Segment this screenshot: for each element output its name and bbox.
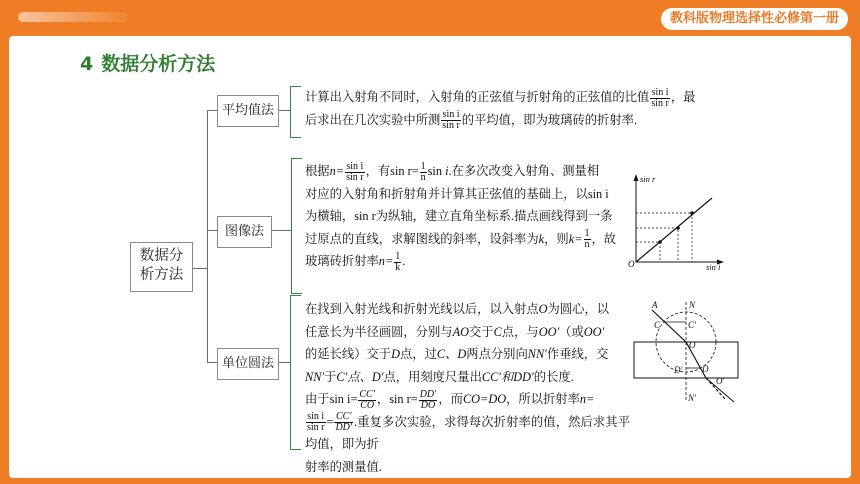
graph-text-7: 为纵轴，建立直角坐标系.描点画线得到一条 xyxy=(375,209,613,224)
root-line-2: 析方法 xyxy=(139,267,184,283)
circle-text-6: （或 xyxy=(559,324,584,339)
y-arrow xyxy=(634,174,639,181)
ratio-fraction xyxy=(650,88,670,109)
content-card xyxy=(9,36,851,478)
ratio-num: sin i xyxy=(651,86,669,98)
k-fraction xyxy=(584,229,591,250)
label-D: D xyxy=(702,364,709,374)
branch-graph-label: 图像法 xyxy=(224,224,264,239)
circle-text-19: 射率的测量值. xyxy=(305,459,382,474)
graph-text-9: ，则 xyxy=(544,231,569,246)
graph-text-12: . xyxy=(402,254,406,269)
mean-text-3: 后求出在几次实验中所测 xyxy=(305,112,441,127)
snell-num: sin i xyxy=(346,160,364,172)
n-fraction xyxy=(394,252,401,273)
snell-fraction-2 xyxy=(306,412,326,433)
unit-circle-figure xyxy=(630,298,742,406)
circle-text-12: 点，用刻度尺量出 xyxy=(383,369,482,384)
fit-line xyxy=(636,198,712,262)
d-var: D xyxy=(391,347,400,361)
connector-trunk xyxy=(207,110,208,363)
do-den: DO xyxy=(420,399,436,411)
inv-n-fraction xyxy=(420,162,427,183)
n-eq-3: n= xyxy=(579,392,595,406)
k-num: 1 xyxy=(584,228,590,240)
circle-text-9: 两点分别向 xyxy=(466,347,528,361)
snell2-den: sin r xyxy=(307,422,325,434)
sin-i-eq: sin i= xyxy=(329,392,358,406)
co-do-var: CO=DO xyxy=(462,392,507,406)
graph-text-11: 玻璃砖折射率 xyxy=(305,254,379,269)
circle-text-3: 任意长为半径画圆，分别与 xyxy=(305,324,453,339)
n-eq: n= xyxy=(329,164,345,178)
point-3 xyxy=(690,211,694,215)
circle-text-17: ，所以折射率 xyxy=(506,392,580,406)
circle-text-7: 的延长线）交于 xyxy=(305,347,392,361)
branch-circle-label: 单位圆法 xyxy=(221,356,274,371)
circle-text-10: 作垂线，交 xyxy=(546,347,609,361)
connector-root xyxy=(193,268,208,269)
connector-mean-right xyxy=(277,110,291,111)
circle-text-16: ，而 xyxy=(438,392,463,406)
oop-var: OO′ xyxy=(538,324,560,339)
mean-method-text xyxy=(305,86,729,131)
brace-circle xyxy=(290,295,301,450)
graph-text-4: .在多次改变入射角、测量相 xyxy=(448,164,600,178)
cc2-num: CC′ xyxy=(335,411,352,423)
circle-text-5: 点，与 xyxy=(501,324,539,339)
sin-r-eq-2: sin r= xyxy=(389,392,418,406)
branch-graph xyxy=(217,216,272,248)
point-2 xyxy=(676,226,680,230)
graph-text-8: 过原点的直线，求解图线的斜率，设斜率为 xyxy=(305,231,539,246)
section-number: 4 xyxy=(80,53,94,75)
k-eq: k= xyxy=(568,231,583,246)
i-var: i xyxy=(445,164,449,178)
label-Op: O′ xyxy=(716,376,725,386)
mean-text-2: ，最 xyxy=(670,90,696,104)
circle-text-18: .重复多次实验，求得每次折射率的值，然后求其平均值，即为折 xyxy=(305,414,630,452)
label-O: O xyxy=(689,340,696,350)
n-num: 1 xyxy=(395,251,401,263)
nnp-var-2: NN′ xyxy=(305,369,325,384)
cc-dd-fraction xyxy=(334,412,353,433)
ratio-fraction-2 xyxy=(441,110,461,131)
book-tag: 教科版物理选择性必修第一册 xyxy=(661,8,848,30)
connector-circle-right xyxy=(277,362,291,363)
n-den: k xyxy=(395,262,401,274)
snell-den: sin r xyxy=(346,171,364,183)
circle-text-11: 于 xyxy=(324,369,337,384)
snell-fraction xyxy=(345,162,365,183)
sin-i-axis: sin i xyxy=(587,186,609,201)
eq-sign: = xyxy=(326,414,334,429)
inv-n-num: 1 xyxy=(420,160,426,172)
brace-mean xyxy=(290,86,301,138)
circle-text-8: 点，过 xyxy=(399,347,437,361)
label-C: C xyxy=(654,320,661,330)
o-var: O xyxy=(538,302,548,316)
brace-graph xyxy=(291,158,302,294)
ao-var: AO xyxy=(452,324,469,339)
inv-n-den: n xyxy=(420,171,426,183)
connector-graph xyxy=(207,230,217,231)
root-line-1: 数据分 xyxy=(139,248,184,264)
connector-circle xyxy=(207,362,217,363)
circle-text-4: 交于 xyxy=(468,324,494,339)
co-den: CO xyxy=(360,399,375,411)
circle-text-13: 的长度. xyxy=(533,369,574,384)
graph-ylabel: sin r xyxy=(640,174,656,184)
section-title-text: 数据分析方法 xyxy=(101,53,216,75)
dd-do-fraction xyxy=(419,390,438,411)
cc-co-fraction xyxy=(358,390,376,411)
ratio2-den: sin r xyxy=(442,120,460,132)
publisher-logo xyxy=(18,12,128,22)
n-eq-2: n= xyxy=(378,254,394,269)
ratio2-num: sin i xyxy=(442,109,460,121)
sin-r-eq: sin r= xyxy=(390,164,419,178)
label-Np: N′ xyxy=(688,393,696,403)
graph-text-1: 根据 xyxy=(305,164,330,178)
branch-mean xyxy=(217,95,279,127)
k-var: k xyxy=(538,231,545,246)
connector-graph-right xyxy=(270,230,292,231)
circle-text-2: 为圆心，以 xyxy=(547,302,610,316)
label-Cp: C′ xyxy=(688,320,696,330)
graph-method-text xyxy=(305,160,623,273)
mean-text-4: 的平均值，即为玻璃砖的折射率. xyxy=(461,112,638,127)
dd2-den: DD′ xyxy=(335,422,353,434)
oop-var-2: OO′ xyxy=(583,324,605,339)
branch-mean-label: 平均值法 xyxy=(221,103,274,118)
mean-text-1: 计算出入射角不同时，入射角的正弦值与折射角的正弦值的比值 xyxy=(305,90,650,104)
snell2-num: sin i xyxy=(307,411,325,423)
circle-text-15: ， xyxy=(376,392,390,406)
branch-circle xyxy=(217,348,279,380)
circle-text-1: 在找到入射光线和折射光线以后，以入射点 xyxy=(305,302,539,316)
circle-method-text xyxy=(305,298,630,478)
top-bar xyxy=(0,0,860,36)
circle-text-14: 由于 xyxy=(305,392,330,406)
cc-num: CC′ xyxy=(359,388,375,400)
root-node xyxy=(130,242,193,292)
graph-text-6: 为横轴， xyxy=(305,209,355,224)
label-Dp: D′ xyxy=(674,365,683,375)
nnp-var: NN′ xyxy=(527,347,547,361)
label-N: N xyxy=(689,300,696,310)
point-1 xyxy=(658,240,662,244)
graph-origin: O xyxy=(628,259,635,269)
section-title xyxy=(80,52,215,76)
connector-mean xyxy=(207,110,217,111)
graph-figure xyxy=(626,170,726,270)
label-A: A xyxy=(652,300,658,310)
graph-text-5: 对应的入射角和折射角并计算其正弦值的基础上，以 xyxy=(305,186,588,201)
ccp-ddp-var: CC′和DD′ xyxy=(481,369,534,384)
c-var: C xyxy=(493,324,502,339)
ratio-den: sin r xyxy=(651,97,669,109)
dd-num: DD′ xyxy=(419,388,437,400)
cpdp-var: C′点、D′ xyxy=(336,369,384,384)
cd-var: C、D xyxy=(436,347,467,361)
sin-r-axis: sin r xyxy=(354,209,376,224)
graph-text-10: ，故 xyxy=(591,231,617,246)
graph-text-2: ，有 xyxy=(365,164,391,178)
graph-xlabel: sin i xyxy=(706,262,721,270)
graph-text-3: sin xyxy=(427,164,446,178)
k-den: n xyxy=(584,239,590,251)
